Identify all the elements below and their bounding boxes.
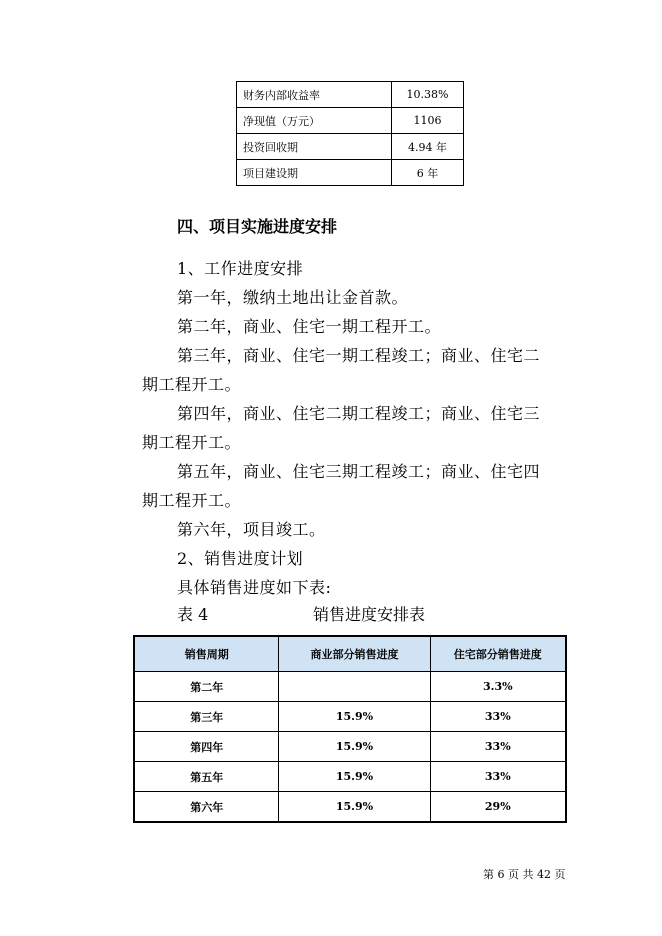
table-cell: 15.9% — [279, 702, 430, 732]
table-cell: 净现值（万元） — [237, 108, 392, 134]
table-cell: 第三年 — [134, 702, 279, 732]
table-row — [237, 82, 464, 108]
table-row — [134, 762, 566, 792]
table-cell: 第二年 — [134, 672, 279, 702]
table-row — [134, 732, 566, 762]
table-row — [134, 672, 566, 702]
paragraph: 1、工作进度安排 — [177, 259, 304, 278]
column-header: 住宅部分销售进度 — [430, 636, 566, 672]
table-row — [237, 108, 464, 134]
table-cell: 33% — [430, 762, 566, 792]
sales-schedule-table — [133, 635, 567, 823]
table-cell — [279, 672, 430, 702]
paragraph: 第四年，商业、住宅二期工程竣工；商业、住宅三期工程开工。 — [142, 404, 541, 452]
section-heading: 四、项目实施进度安排 — [177, 217, 338, 236]
page-footer: 第 6 页 共 42 页 — [483, 868, 566, 881]
table-cell: 15.9% — [279, 762, 430, 792]
table-cell: 第六年 — [134, 792, 279, 823]
table-cell: 15.9% — [279, 792, 430, 823]
table-row — [134, 702, 566, 732]
paragraph: 第三年，商业、住宅一期工程竣工；商业、住宅二期工程开工。 — [142, 346, 541, 394]
table-cell: 3.3% — [430, 672, 566, 702]
table-cell: 29% — [430, 792, 566, 823]
table-cell: 第四年 — [134, 732, 279, 762]
financial-summary-table — [236, 81, 464, 186]
paragraph: 具体销售进度如下表: — [177, 578, 332, 597]
column-header: 商业部分销售进度 — [279, 636, 430, 672]
paragraph: 第六年，项目竣工。 — [177, 520, 326, 539]
table-cell: 4.94 年 — [392, 134, 464, 160]
table-cell: 第五年 — [134, 762, 279, 792]
table-cell: 投资回收期 — [237, 134, 392, 160]
table-title: 销售进度安排表 — [313, 605, 426, 624]
table-header-row — [134, 636, 566, 672]
column-header: 销售周期 — [134, 636, 279, 672]
paragraph: 第二年，商业、住宅一期工程开工。 — [177, 317, 442, 336]
table-cell: 项目建设期 — [237, 160, 392, 186]
paragraph: 第一年，缴纳土地出让金首款。 — [177, 288, 409, 307]
table-number: 表 4 — [177, 605, 209, 624]
table-cell: 10.38% — [392, 82, 464, 108]
table-cell: 33% — [430, 732, 566, 762]
table-cell: 1106 — [392, 108, 464, 134]
table-cell: 33% — [430, 702, 566, 732]
paragraph: 2、销售进度计划 — [177, 549, 304, 568]
table-row — [237, 134, 464, 160]
table-cell: 财务内部收益率 — [237, 82, 392, 108]
paragraph: 第五年，商业、住宅三期工程竣工；商业、住宅四期工程开工。 — [142, 462, 541, 510]
table-cell: 6 年 — [392, 160, 464, 186]
table-cell: 15.9% — [279, 732, 430, 762]
table-row — [237, 160, 464, 186]
table-row — [134, 792, 566, 823]
